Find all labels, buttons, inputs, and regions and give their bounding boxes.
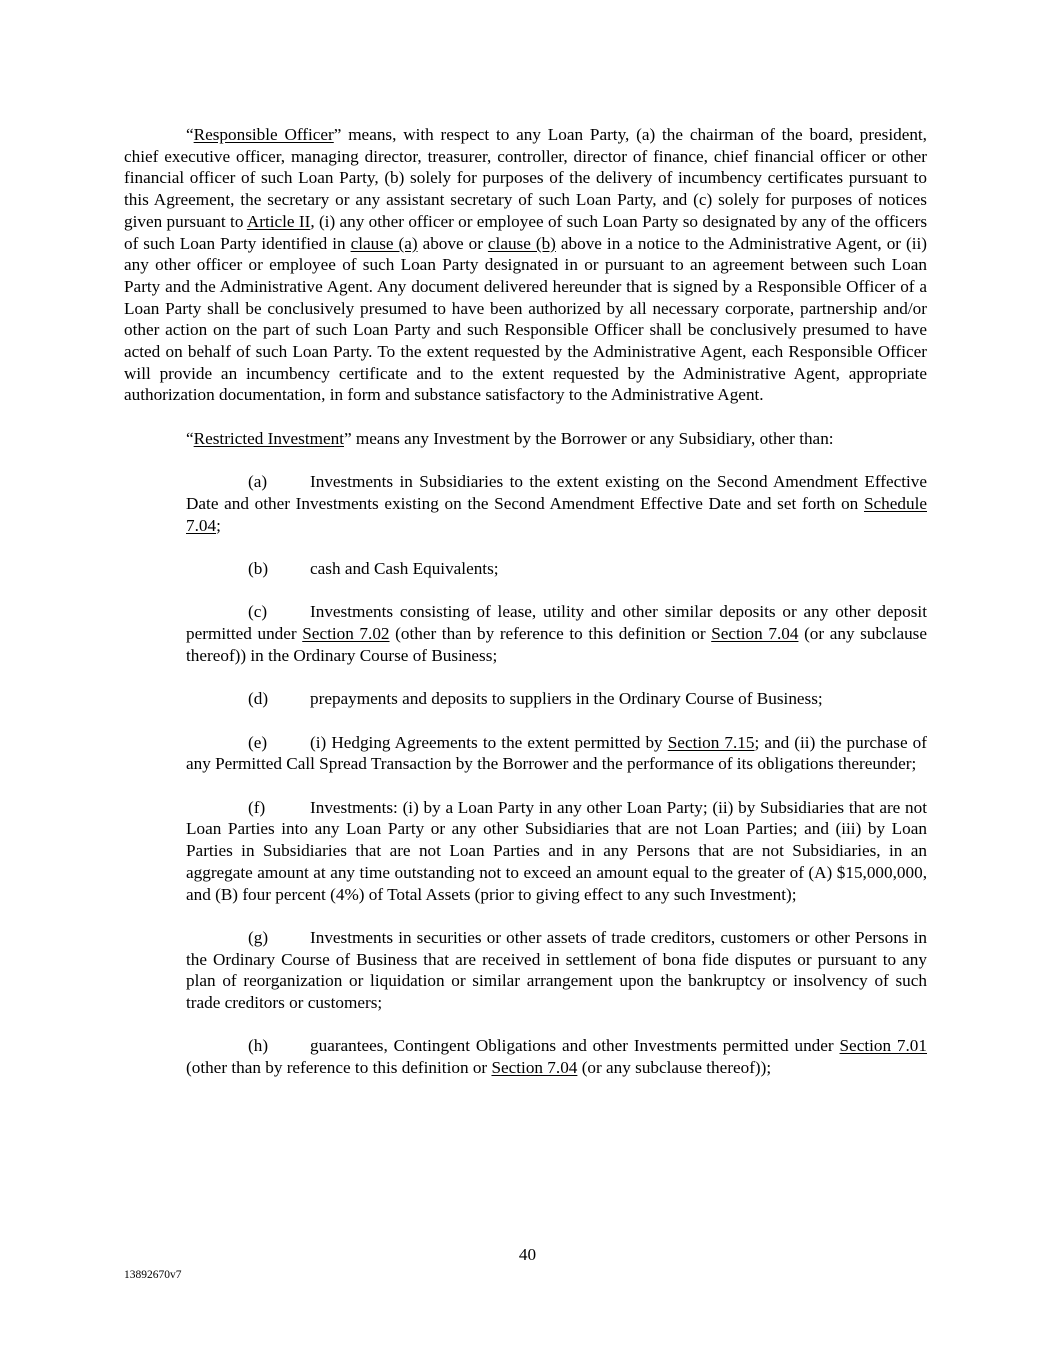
defined-term: Restricted Investment <box>193 428 344 448</box>
item-label: (d) <box>248 689 269 709</box>
definition-text: , (i) any other officer or employee of such Loan Party so designated by any of the officers of such Loan Party identified in <box>124 211 928 253</box>
cross-reference: Section 7.15 <box>667 732 755 752</box>
definition-text: above in a notice to the Administrative Agent, or (ii) any other officer or employee of such Loan Party designated in or pursuant to an agreement between such Loan Party and the Administrative Agent. Any document delivered hereunder that is signed by a Responsible Officer of a Loan Party shall be conclusively presumed to have been authorized by all necessary corporate, partnership and/or other action on the part of such Loan Party and such Responsible Officer shall be conclusively presumed to have acted on behalf of such Loan Party. To the extent requested by the Administrative Agent, each Responsible Officer will provide an incumbency certificate and to the extent requested by the Administrative Agent, appropriate authorization documentation, in form and substance satisfactory to the Administrative Agent. <box>124 233 927 405</box>
definition-text: ” means, with respect to any Loan Party, (a) the chairman of the board, president, chief executive officer, managing director, treasurer, controller, director of finance, chief financial officer or other financial officer of such Loan Party, (b) solely for purposes of the delivery of incumbency certificates pursuant to this Agreement, the secretary or any assistant secretary of such Loan Party, and (c) solely for purposes of notices given pursuant to <box>124 125 927 231</box>
cross-reference: clause (b) <box>487 233 556 253</box>
cross-reference: Section 7.01 <box>839 1036 927 1056</box>
list-item-a <box>186 471 927 536</box>
cross-reference: Section 7.04 <box>491 1058 578 1078</box>
list-item-e <box>186 732 927 775</box>
cross-reference: Section 7.04 <box>711 624 799 644</box>
defined-term: Responsible Officer <box>193 125 334 144</box>
item-label: (a) <box>248 472 268 492</box>
list-item-b <box>186 558 927 580</box>
cross-reference: Article II <box>246 211 311 231</box>
item-text: Investments consisting of lease, utility and other similar deposits or any other deposit permitted under <box>186 602 927 644</box>
item-label: (h) <box>248 1036 269 1056</box>
item-text: (or any subclause thereof)) in the Ordinary Course of Business; <box>186 624 927 665</box>
list-item-c <box>186 601 927 666</box>
document-id: 13892670v7 <box>124 1269 182 1281</box>
item-text: prepayments and deposits to suppliers in the Ordinary Course of Business; <box>310 689 823 709</box>
list-item-f <box>186 797 927 906</box>
definition-text: ” means any Investment by the Borrower or any Subsidiary, other than: <box>344 428 834 448</box>
cross-reference: Schedule 7.04 <box>186 493 927 535</box>
definition-text: above or <box>417 233 488 253</box>
item-text: Investments: (i) by a Loan Party in any other Loan Party; (ii) by Subsidiaries that are not Loan Parties into any Loan Party or any other Subsidiaries that are not Loan Parties; and (iii) by Loan Parties in Subsidiaries that are not Loan Parties and in any Persons that are not Subsidiaries, in an aggregate amount at any time outstanding not to exceed an amount equal to the greater of (A) $15,000,000, and (B) four percent (4%) of Total Assets (prior to giving effect to any such Investment); <box>186 797 927 904</box>
item-text: ; <box>216 515 221 535</box>
item-label: (f) <box>248 797 266 817</box>
list-item-g <box>186 927 927 1014</box>
item-text: Investments in Subsidiaries to the extent existing on the Second Amendment Effective Date and other Investments existing on the Second Amendment Effective Date and set forth on <box>186 472 927 513</box>
item-text: (other than by reference to this definition or <box>389 624 712 644</box>
item-label: (c) <box>248 602 268 622</box>
definition-restricted-investment <box>124 428 927 450</box>
quote-mark: “ <box>186 125 194 144</box>
item-label: (g) <box>248 927 269 947</box>
item-text: (other than by reference to this definition or <box>186 1058 492 1078</box>
cross-reference: Section 7.02 <box>302 624 390 644</box>
definition-responsible-officer <box>124 124 927 406</box>
cross-reference: clause (a) <box>350 233 418 253</box>
item-text: (or any subclause thereof)); <box>577 1058 772 1078</box>
document-body <box>124 124 927 1079</box>
item-text: guarantees, Contingent Obligations and other Investments permitted under <box>310 1036 840 1056</box>
item-label: (b) <box>248 559 269 579</box>
list-item-h <box>186 1035 927 1078</box>
quote-mark: “ <box>186 428 194 448</box>
page-number: 40 <box>518 1245 537 1264</box>
list-item-d <box>186 688 927 710</box>
item-text: ; and (ii) the purchase of any Permitted Call Spread Transaction by the Borrower and the performance of its obligations thereunder; <box>186 732 928 774</box>
item-text: Investments in securities or other assets of trade creditors, customers or other Persons in the Ordinary Course of Business that are received in settlement of bona fide disputes or pursuant to any plan of reorganization or liquidation or similar arrangement upon the bankruptcy or insolvency of such trade creditors or customers; <box>186 927 927 1012</box>
item-label: (e) <box>248 732 268 752</box>
item-text: (i) Hedging Agreements to the extent permitted by <box>310 732 668 752</box>
item-text: cash and Cash Equivalents; <box>310 559 499 579</box>
